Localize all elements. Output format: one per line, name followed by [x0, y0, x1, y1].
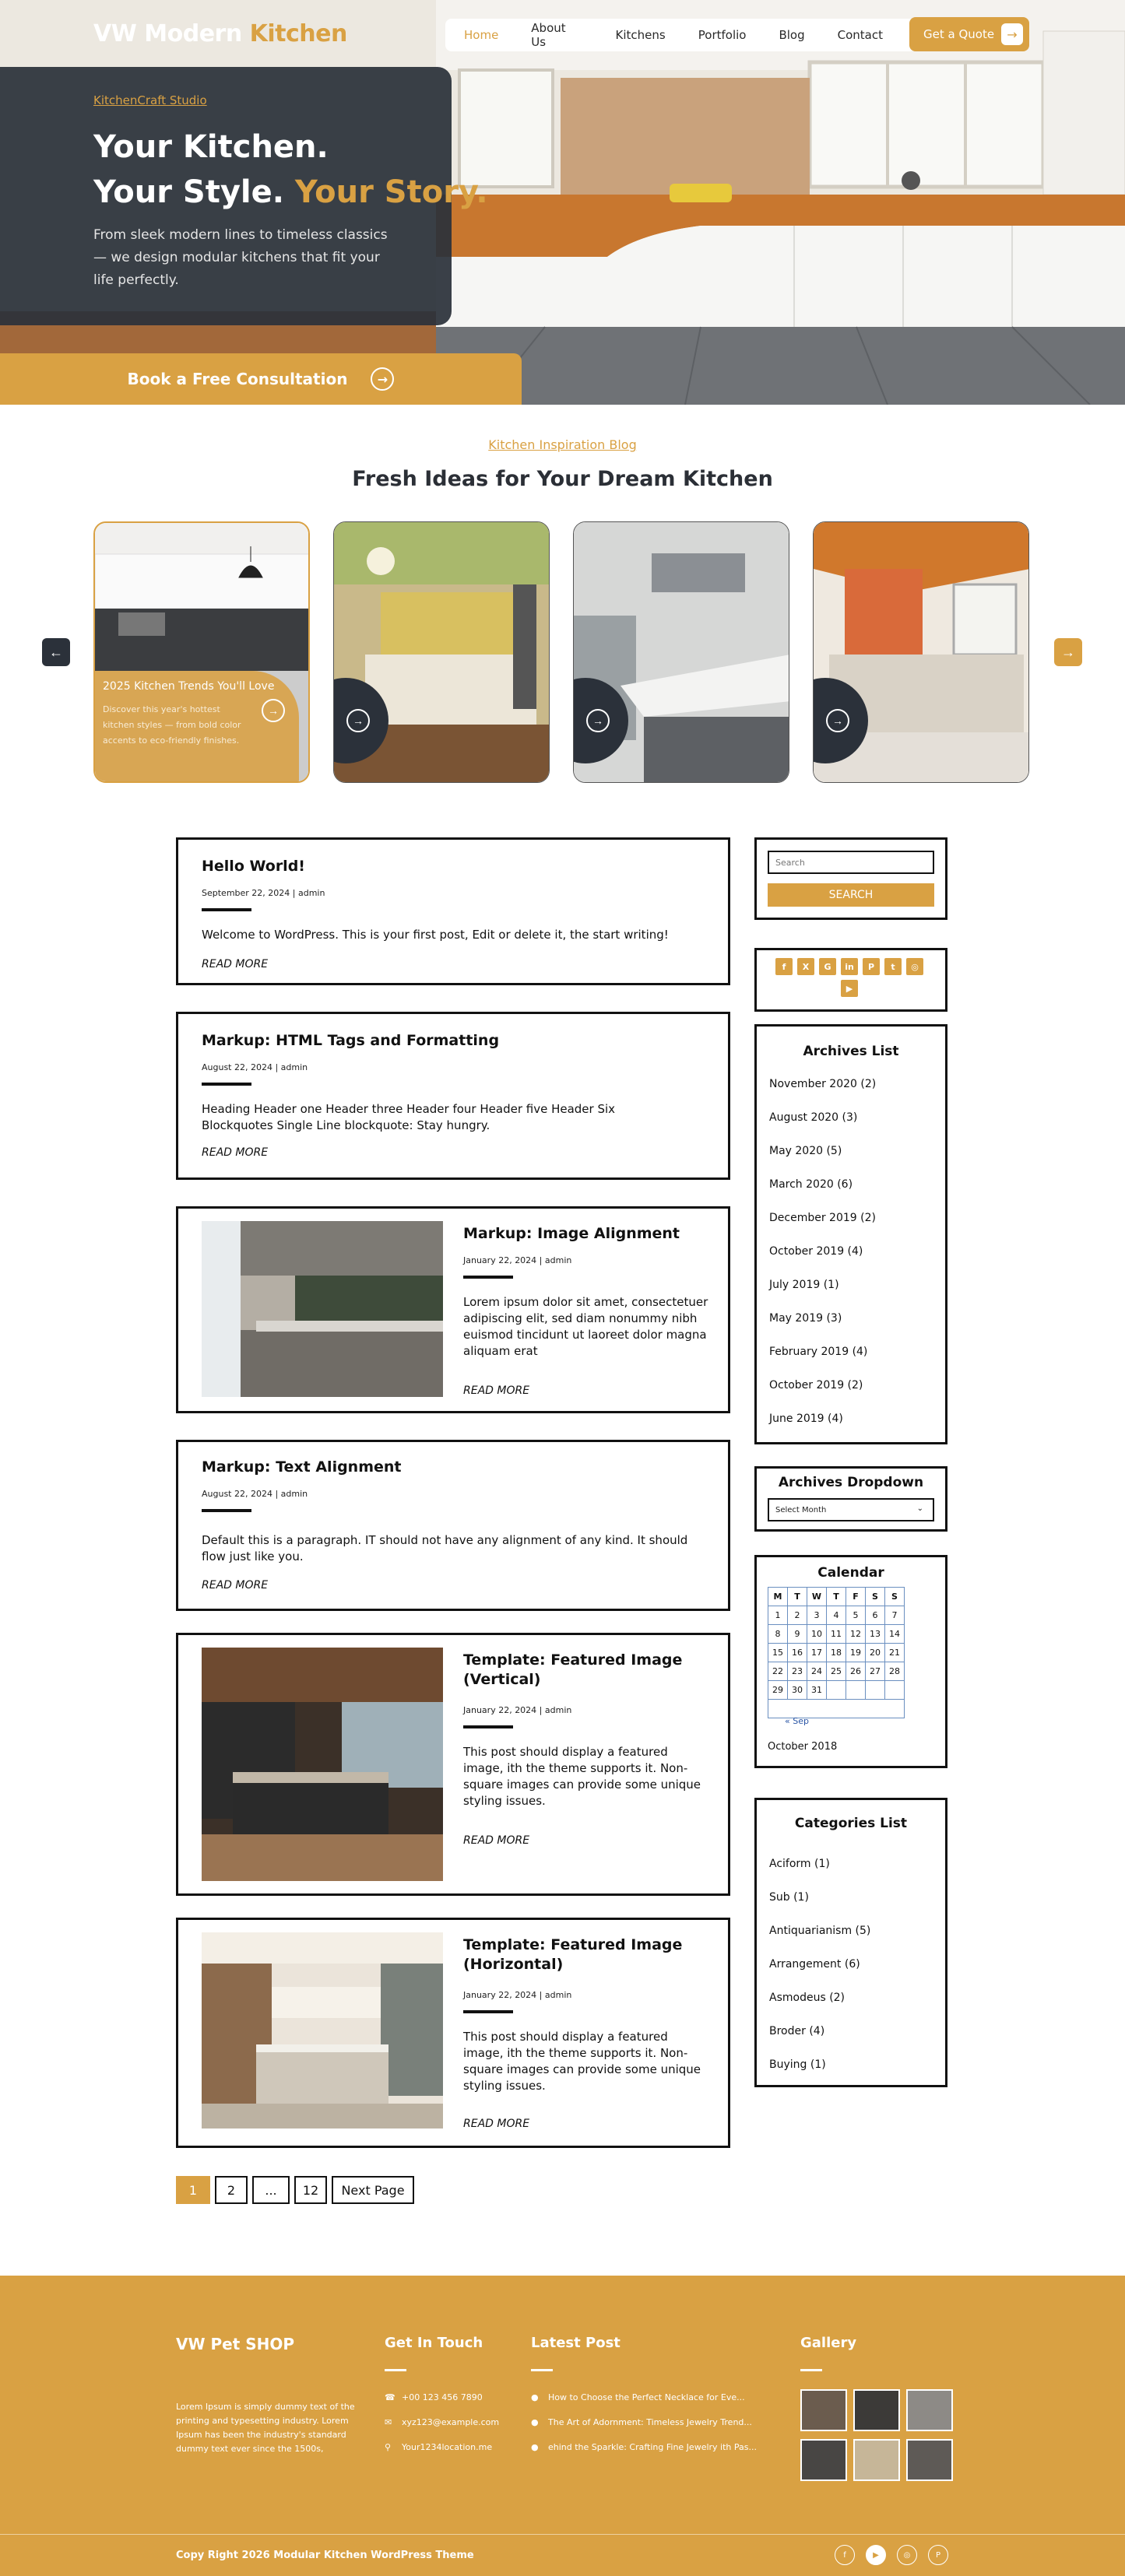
calendar-day: 19	[846, 1644, 866, 1662]
calendar-day-header: T	[788, 1588, 807, 1606]
hero-heading	[93, 125, 488, 215]
nav-portfolio[interactable]: Portfolio	[698, 28, 747, 42]
calendar-day	[885, 1681, 905, 1700]
calendar-prev-link[interactable]: « Sep	[785, 1716, 809, 1726]
latest-post-link[interactable]: The Art of Adornment: Timeless Jewelry Trend...	[548, 2417, 752, 2427]
calendar-day-header: T	[827, 1588, 846, 1606]
gallery-thumb[interactable]	[800, 2389, 847, 2431]
get-quote-button[interactable]	[909, 17, 1029, 51]
search-button[interactable]: SEARCH	[768, 883, 934, 907]
gallery-thumb[interactable]	[853, 2439, 900, 2481]
hero-section	[0, 0, 1125, 405]
calendar-day-header: M	[768, 1588, 788, 1606]
nav-home[interactable]: Home	[464, 28, 499, 42]
hero-heading-accent: Your Story.	[294, 174, 488, 210]
calendar-day: 14	[885, 1625, 905, 1644]
nav-about-us[interactable]: About Us	[531, 21, 566, 49]
search-input[interactable]	[768, 851, 934, 874]
footer-divider	[531, 2369, 553, 2371]
calendar-day	[827, 1681, 846, 1700]
facebook-icon[interactable]: f	[775, 958, 793, 975]
main-nav	[445, 19, 916, 51]
calendar-header-row	[768, 1588, 905, 1606]
calendar-day: 18	[827, 1644, 846, 1662]
post-title[interactable]: Template: Featured Image (Vertical)	[463, 1651, 683, 1688]
hero-description: From sleek modern lines to timeless classics — we design modular kitchens that fit your life perfectly.	[93, 227, 388, 288]
blog-card[interactable]	[813, 521, 1029, 783]
calendar-day-header: S	[885, 1588, 905, 1606]
archive-link[interactable]: May 2020 (5)	[769, 1145, 842, 1157]
footer-location[interactable]: Your1234location.me	[402, 2442, 493, 2452]
post-card	[176, 837, 730, 985]
gallery-thumb[interactable]	[853, 2389, 900, 2431]
calendar-month: October 2018	[768, 1741, 838, 1753]
blog-card-excerpt: Discover this year's hottest kitchen styles — from bold color accents to eco-friendly finishes.	[103, 704, 241, 746]
blog-card[interactable]	[93, 521, 310, 783]
post-image[interactable]	[202, 1648, 443, 1881]
calendar-title: Calendar	[817, 1565, 884, 1581]
gallery-thumb[interactable]	[906, 2389, 953, 2431]
site-logo[interactable]	[93, 20, 347, 47]
calendar-day: 5	[846, 1606, 866, 1625]
read-more-link[interactable]: READ MORE	[463, 2118, 530, 2130]
blog-section-title: Fresh Ideas for Your Dream Kitchen	[352, 467, 773, 491]
post-divider	[463, 1725, 513, 1728]
post-divider	[463, 1276, 513, 1279]
calendar-nav-cell	[768, 1700, 905, 1718]
categories-widget	[754, 1798, 947, 2087]
post-card	[176, 1206, 730, 1413]
gallery-thumb[interactable]	[906, 2439, 953, 2481]
read-more-link[interactable]: READ MORE	[463, 1385, 530, 1397]
hero-tag[interactable]: KitchenCraft Studio	[93, 93, 207, 107]
calendar-day: 30	[788, 1681, 807, 1700]
latest-post-link[interactable]: ehind the Sparkle: Crafting Fine Jewelry ith Pas...	[548, 2442, 757, 2452]
bullet-icon: ●	[531, 2442, 539, 2452]
pagination-page[interactable]: 12	[294, 2176, 327, 2204]
category-link[interactable]: Broder (4)	[769, 2025, 825, 2037]
calendar-day: 24	[807, 1662, 827, 1681]
post-excerpt: This post should display a featured image, ith the theme supports it. Non-square images can provide some unique styling issues.	[463, 1745, 701, 1808]
category-link[interactable]: Sub (1)	[769, 1891, 809, 1904]
pagination-page[interactable]: 2	[215, 2176, 248, 2204]
logo-accent: Kitchen	[249, 20, 347, 47]
category-link[interactable]: Buying (1)	[769, 2058, 826, 2071]
youtube-icon[interactable]: ▶	[866, 2545, 886, 2565]
site-footer	[0, 2276, 1125, 2576]
blog-card[interactable]	[333, 521, 550, 783]
calendar-day: 7	[885, 1606, 905, 1625]
calendar-day: 26	[846, 1662, 866, 1681]
book-consultation-button[interactable]	[0, 353, 522, 405]
latest-post-link[interactable]: How to Choose the Perfect Necklace for Eve...	[548, 2392, 745, 2402]
archive-link[interactable]: June 2019 (4)	[769, 1413, 843, 1425]
calendar-day: 27	[866, 1662, 885, 1681]
email-icon: ✉	[385, 2417, 392, 2427]
footer-divider-line	[0, 2534, 1125, 2535]
post-excerpt: Lorem ipsum dolor sit amet, consectetuer adipiscing elit, sed diam nonummy nibh euismod tincidunt ut laoreet dolor magna aliquam erat	[463, 1295, 708, 1358]
category-link[interactable]: Arrangement (6)	[769, 1958, 860, 1971]
arrow-right-icon: →	[1001, 23, 1023, 45]
calendar-nav-row	[768, 1700, 905, 1718]
post-meta: September 22, 2024 | admin	[202, 888, 325, 898]
calendar-day: 29	[768, 1681, 788, 1700]
post-meta: January 22, 2024 | admin	[463, 1255, 572, 1265]
logo-main: VW Modern	[93, 20, 242, 47]
calendar-day: 11	[827, 1625, 846, 1644]
archive-link[interactable]: August 2020 (3)	[769, 1111, 858, 1124]
calendar-day: 3	[807, 1606, 827, 1625]
month-select-value: Select Month	[775, 1506, 827, 1514]
post-meta: January 22, 2024 | admin	[463, 1990, 572, 2000]
post-title[interactable]: Markup: Image Alignment	[463, 1225, 680, 1242]
calendar-widget	[754, 1555, 947, 1768]
post-card	[176, 1918, 730, 2148]
instagram-icon[interactable]: ◎	[897, 2545, 917, 2565]
post-image-kitchen	[202, 1221, 443, 1397]
blog-card[interactable]	[573, 521, 789, 783]
pagination-page[interactable]: 1	[176, 2176, 210, 2204]
arrow-right-icon: →	[346, 709, 370, 732]
phone-icon: ☎	[385, 2392, 396, 2402]
post-meta: January 22, 2024 | admin	[463, 1705, 572, 1715]
copyright-text: Copy Right 2026 Modular Kitchen WordPress Theme	[176, 2550, 474, 2561]
calendar-day: 23	[788, 1662, 807, 1681]
calendar-day: 8	[768, 1625, 788, 1644]
calendar-day-header: F	[846, 1588, 866, 1606]
post-title[interactable]: Markup: HTML Tags and Formatting	[202, 1032, 500, 1049]
footer-brand[interactable]: VW Pet SHOP	[176, 2335, 295, 2353]
footer-phone[interactable]: +00 123 456 7890	[402, 2392, 483, 2402]
get-quote-label: Get a Quote	[923, 27, 995, 41]
calendar-day: 1	[768, 1606, 788, 1625]
category-link[interactable]: Antiquarianism (5)	[769, 1925, 871, 1937]
instagram-icon[interactable]: ◎	[906, 958, 923, 975]
calendar-day: 10	[807, 1625, 827, 1644]
archive-link[interactable]: February 2019 (4)	[769, 1346, 868, 1358]
chevron-down-icon: ⌄	[916, 1504, 923, 1513]
archive-link[interactable]: November 2020 (2)	[769, 1078, 877, 1090]
nav-kitchens[interactable]: Kitchens	[615, 28, 666, 42]
category-link[interactable]: Asmodeus (2)	[769, 1992, 846, 2004]
calendar-week-row	[768, 1681, 905, 1700]
calendar-day: 2	[788, 1606, 807, 1625]
calendar-day-header: W	[807, 1588, 827, 1606]
calendar-day: 16	[788, 1644, 807, 1662]
nav-contact[interactable]: Contact	[837, 28, 883, 42]
calendar-week-row	[768, 1644, 905, 1662]
arrow-right-icon: →	[586, 709, 610, 732]
pinterest-icon[interactable]: P	[863, 958, 880, 975]
post-card	[176, 1633, 730, 1896]
footer-divider	[385, 2369, 406, 2371]
archive-link[interactable]: July 2019 (1)	[769, 1279, 839, 1291]
calendar-day	[846, 1681, 866, 1700]
social-widget	[754, 948, 947, 1012]
archives-widget	[754, 1024, 947, 1444]
post-image[interactable]	[202, 1932, 443, 2129]
calendar-day: 17	[807, 1644, 827, 1662]
post-excerpt: Heading Header one Header three Header four Header five Header Six Blockquotes Single Line blockquote: Stay hungry.	[202, 1102, 616, 1132]
pagination-next[interactable]: Next Page	[332, 2176, 414, 2204]
calendar-week-row	[768, 1606, 905, 1625]
gallery-thumb[interactable]	[800, 2439, 847, 2481]
calendar-day: 22	[768, 1662, 788, 1681]
calendar-day: 15	[768, 1644, 788, 1662]
arrow-right-icon: →	[371, 367, 394, 391]
archive-link[interactable]: December 2019 (2)	[769, 1212, 876, 1224]
archives-title: Archives List	[803, 1044, 899, 1059]
post-divider	[463, 2010, 513, 2013]
arrow-right-icon: →	[826, 709, 849, 732]
facebook-icon[interactable]: f	[835, 2545, 855, 2565]
hero-heading-line2	[93, 170, 488, 215]
calendar-day: 6	[866, 1606, 885, 1625]
read-more-link[interactable]: READ MORE	[463, 1834, 530, 1847]
post-card	[176, 1440, 730, 1611]
youtube-icon[interactable]: ▶	[841, 980, 858, 997]
calendar-week-row	[768, 1625, 905, 1644]
footer-email[interactable]: xyz123@example.com	[402, 2417, 500, 2427]
blog-card-title: 2025 Kitchen Trends You'll Love	[103, 680, 275, 693]
calendar-day: 9	[788, 1625, 807, 1644]
archive-link[interactable]: October 2019 (2)	[769, 1379, 863, 1392]
calendar-day: 4	[827, 1606, 846, 1625]
footer-gallery-title: Gallery	[800, 2335, 857, 2351]
post-image-kitchen	[202, 1932, 443, 2129]
post-title[interactable]: Markup: Text Alignment	[202, 1458, 402, 1476]
calendar-day: 20	[866, 1644, 885, 1662]
footer-about: Lorem Ipsum is simply dummy text of the printing and typesetting industry. Lorem Ipsum has been the industry's standard dummy text ever since the 1500s,	[176, 2402, 355, 2454]
linkedin-icon[interactable]: in	[841, 958, 858, 975]
post-image[interactable]	[202, 1221, 443, 1397]
post-excerpt: Welcome to WordPress. This is your first post, Edit or delete it, the start writing!	[202, 928, 669, 942]
footer-contact-title: Get In Touch	[385, 2335, 483, 2351]
google-icon[interactable]: G	[819, 958, 836, 975]
consultation-label: Book a Free Consultation	[127, 370, 348, 388]
arrow-right-icon[interactable]: →	[262, 699, 285, 722]
hero-heading-line1: Your Kitchen.	[93, 129, 329, 165]
archive-link[interactable]: March 2020 (6)	[769, 1178, 853, 1191]
blog-card-overlay	[95, 671, 299, 783]
read-more-link[interactable]: READ MORE	[202, 1146, 269, 1159]
search-widget	[754, 837, 947, 920]
calendar-body	[768, 1606, 905, 1718]
tumblr-icon[interactable]: t	[884, 958, 902, 975]
blog-section-tag[interactable]: Kitchen Inspiration Blog	[488, 437, 637, 452]
post-excerpt: This post should display a featured image, ith the theme supports it. Non-square images can provide some unique styling issues.	[463, 2030, 701, 2093]
post-card	[176, 1012, 730, 1180]
categories-title: Categories List	[794, 1816, 908, 1831]
slider-prev-button[interactable]: ←	[42, 638, 70, 666]
post-meta: August 22, 2024 | admin	[202, 1062, 308, 1072]
read-more-link[interactable]: READ MORE	[202, 1579, 269, 1592]
bullet-icon: ●	[531, 2392, 539, 2402]
calendar-table	[768, 1587, 905, 1718]
read-more-link[interactable]: READ MORE	[202, 958, 269, 970]
category-link[interactable]: Aciform (1)	[769, 1858, 830, 1870]
calendar-day: 25	[827, 1662, 846, 1681]
slider-next-button[interactable]: →	[1054, 638, 1082, 666]
bullet-icon: ●	[531, 2417, 539, 2427]
month-select[interactable]	[768, 1498, 934, 1521]
calendar-day: 28	[885, 1662, 905, 1681]
location-icon: ⚲	[385, 2442, 392, 2452]
archives-dropdown-widget	[754, 1466, 947, 1532]
post-image-kitchen	[202, 1648, 443, 1881]
post-divider	[202, 1509, 251, 1512]
calendar-day: 12	[846, 1625, 866, 1644]
x-twitter-icon[interactable]: X	[797, 958, 814, 975]
calendar-day	[866, 1681, 885, 1700]
footer-latest-title: Latest Post	[531, 2335, 621, 2351]
calendar-week-row	[768, 1662, 905, 1681]
pinterest-icon[interactable]: P	[928, 2545, 948, 2565]
archive-link[interactable]: October 2019 (4)	[769, 1245, 863, 1258]
calendar-day-header: S	[866, 1588, 885, 1606]
post-meta: August 22, 2024 | admin	[202, 1489, 308, 1499]
calendar-day: 13	[866, 1625, 885, 1644]
nav-blog[interactable]: Blog	[779, 28, 805, 42]
post-divider	[202, 908, 251, 911]
calendar-day: 31	[807, 1681, 827, 1700]
post-title[interactable]: Hello World!	[202, 858, 305, 875]
post-divider	[202, 1083, 251, 1086]
calendar-day: 21	[885, 1644, 905, 1662]
hero-heading-line2a: Your Style.	[93, 174, 284, 210]
post-excerpt: Default this is a paragraph. IT should not have any alignment of any kind. It should flow just like you.	[202, 1533, 688, 1563]
archive-link[interactable]: May 2019 (3)	[769, 1312, 842, 1325]
pagination-ellipsis: ...	[252, 2176, 290, 2204]
post-title[interactable]: Template: Featured Image (Horizontal)	[463, 1936, 683, 1973]
footer-divider	[800, 2369, 822, 2371]
archives-dropdown-title: Archives Dropdown	[778, 1475, 924, 1490]
